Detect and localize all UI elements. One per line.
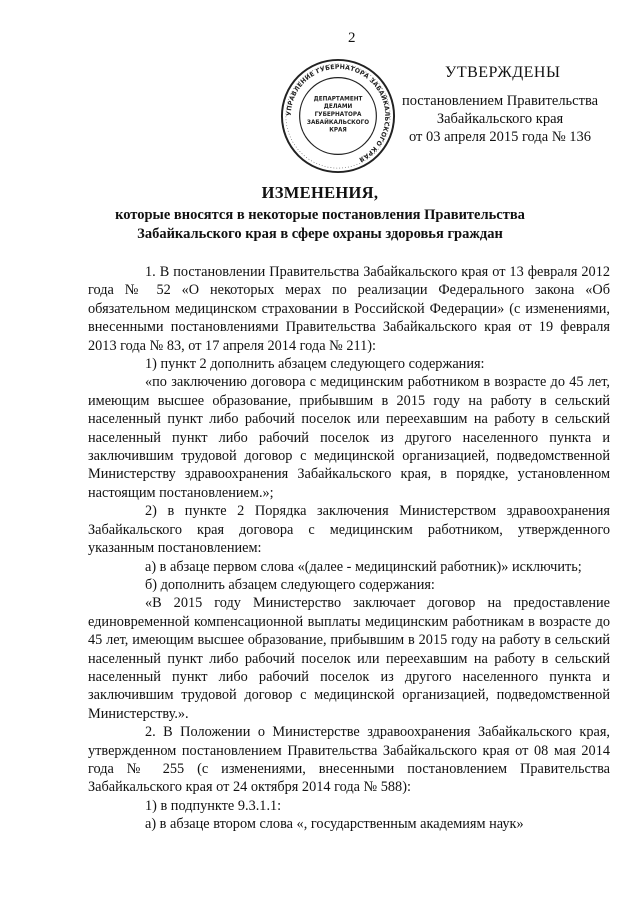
body-paragraph: 2) в пункте 2 Порядка заключения Министерством здравоохранения Забайкальского края договора с медицинским работником, утвержденного указанным постановлением: bbox=[88, 503, 610, 557]
body-paragraph: а) в абзаце втором слова «, государственным академиям наук» bbox=[145, 816, 524, 833]
approval-line: от 03 апреля 2015 года № 136 bbox=[408, 129, 592, 145]
page-number: 2 bbox=[348, 30, 356, 46]
document-body bbox=[88, 263, 610, 834]
document-title: ИЗМЕНЕНИЯ, bbox=[261, 183, 379, 202]
seal-ring-text: УПРАВЛЕНИЕ ГУБЕРНАТОРА ЗАБАЙКАЛЬСКОГО КРАЯ bbox=[285, 63, 391, 163]
seal-center-line: ЗАБАЙКАЛЬСКОГО bbox=[306, 119, 370, 126]
body-paragraph: 1. В постановлении Правительства Забайкальского края от 13 февраля 2012 года № 52 «О некоторых мерах по реализации Федерального закона «Об обязательном медицинском страховании в Российской Федерации» (с изменениями, внесенными постановлениями Правительства Забайкальского края от 19 февраля 2013 года № 83, от 17 апреля 2014 года № 211): bbox=[88, 264, 610, 354]
body-paragraph: «В 2015 году Министерство заключает договор на предоставление единовременной компенсационной выплаты медицинским работникам в возрасте до 45 лет, имеющим высшее образование, прибывшим в 2015 году на работу в сельский населенный пункт либо рабочий поселок или переехавшим на работу в сельский населенный пункт либо рабочий поселок из другого населенного пункта и заключившим трудовой договор с медицинской организацией, подведомственной Министерству.». bbox=[88, 595, 610, 722]
body-paragraph: 2. В Положении о Министерстве здравоохранения Забайкальского края, утвержденном постановлением Правительства Забайкальского края от 08 мая 2014 года № 255 (с изменениями, внесенными постановлением Правительства Забайкальского края от 24 октября 2014 года № 588): bbox=[88, 724, 610, 796]
approval-line: постановлением Правительства bbox=[401, 93, 599, 109]
approval-line: Забайкальского края bbox=[436, 111, 564, 127]
seal-center-line: ГУБЕРНАТОРА bbox=[314, 112, 362, 118]
seal-center-line: ДЕПАРТАМЕНТ bbox=[313, 96, 363, 103]
body-paragraph: б) дополнить абзацем следующего содержания: bbox=[145, 576, 435, 593]
body-paragraph: а) в абзаце первом слова «(далее - медицинский работник)» исключить; bbox=[145, 558, 582, 575]
subtitle-line: Забайкальского края в сфере охраны здоровья граждан bbox=[137, 225, 503, 242]
seal-center-line: КРАЯ bbox=[329, 127, 347, 134]
body-paragraph: 1) пункт 2 дополнить абзацем следующего содержания: bbox=[145, 356, 485, 373]
approval-title: УТВЕРЖДЕНЫ bbox=[445, 64, 561, 81]
official-seal bbox=[279, 57, 397, 175]
body-paragraph: «по заключению договора с медицинским работником в возрасте до 45 лет, имеющим высшее образование, прибывшим в 2015 году на работу в сельский населенный пункт либо рабочий поселок или переехавшим на работу в сельский населенный пункт либо рабочий поселок из другого населенного пункта и заключившим трудовой договор с медицинской организацией, подведомственной Министерству здравоохранения Забайкальского края, в порядке, установленном настоящим постановлением.»; bbox=[88, 374, 610, 501]
subtitle-line: которые вносятся в некоторые постановления Правительства bbox=[115, 207, 525, 223]
approval-block bbox=[395, 92, 605, 146]
document-subtitle bbox=[60, 206, 580, 243]
seal-center-line: ДЕЛАМИ bbox=[323, 104, 353, 111]
body-paragraph: 1) в подпункте 9.3.1.1: bbox=[145, 797, 282, 814]
